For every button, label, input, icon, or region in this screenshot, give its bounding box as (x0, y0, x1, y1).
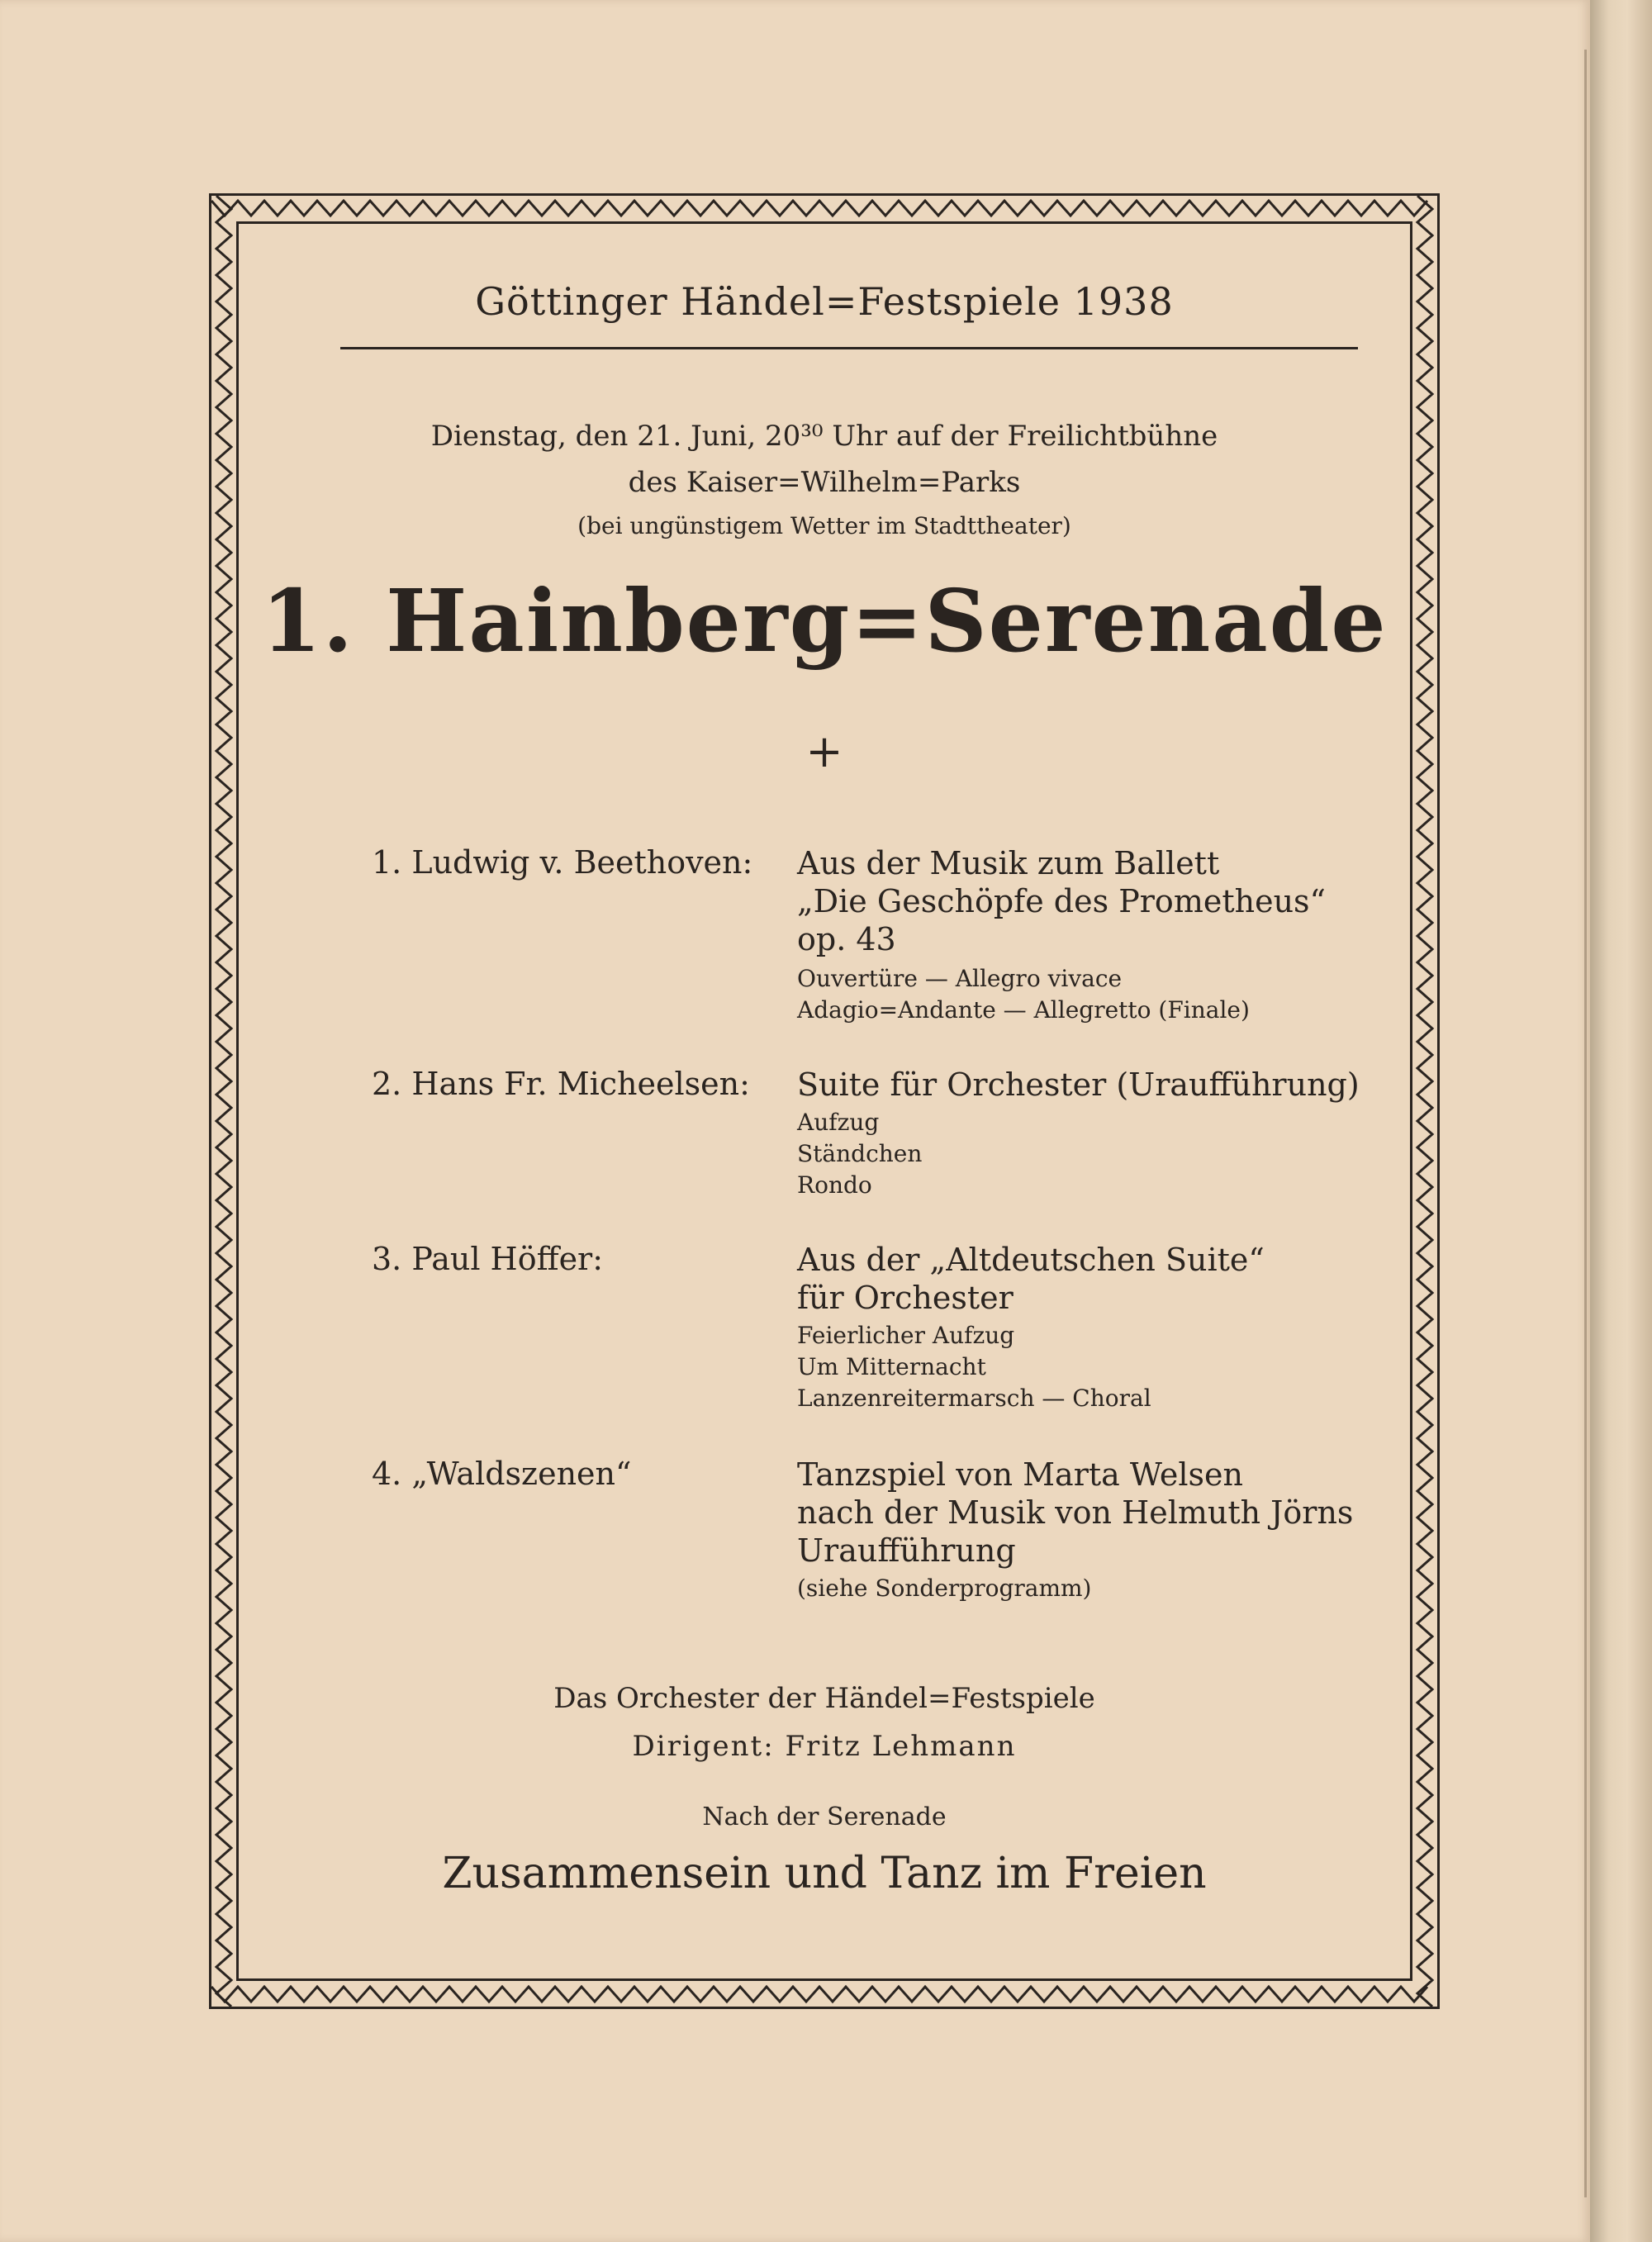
conductor-credit: Dirigent: Fritz Lehmann (632, 1730, 1017, 1763)
movement-line: Ouvertüre — Allegro vivace (797, 965, 1123, 992)
next-page-edge (1590, 0, 1652, 2242)
movement-line: (siehe Sonderprogramm) (797, 1575, 1092, 1602)
movement-line: Lanzenreitermarsch — Choral (797, 1385, 1151, 1412)
page-fold (1584, 50, 1587, 2197)
movement-line: Adagio=Andante — Allegretto (Finale) (797, 996, 1250, 1024)
movement-line: Rondo (797, 1171, 872, 1199)
after-serenade-note: Nach der Serenade (702, 1803, 947, 1831)
page-title: 1. Hainberg=Serenade (261, 570, 1388, 672)
program-item-4-work (797, 1456, 1353, 1604)
festival-header: Göttinger Händel=Festspiele 1938 (475, 279, 1174, 324)
movement-line: Um Mitternacht (797, 1353, 986, 1380)
work-line: Suite für Orchester (Uraufführung) (797, 1066, 1360, 1103)
program-item-1-composer: 1. Ludwig v. Beethoven: (372, 844, 753, 881)
movement-line: Aufzug (797, 1109, 880, 1136)
event-date-line: Dienstag, den 21. Juni, 20³⁰ Uhr auf der Freilichtbühne (430, 420, 1218, 453)
program-item-4-composer: 4. „Waldszenen“ (372, 1456, 632, 1492)
program-item-1-work (797, 844, 1326, 1026)
program-item-3-composer: 3. Paul Höffer: (372, 1241, 604, 1277)
zigzag-border-top (211, 196, 1437, 221)
work-line: Uraufführung (797, 1532, 1016, 1569)
zigzag-border-bottom (211, 1982, 1437, 2007)
program-item-2-composer: 2. Hans Fr. Micheelsen: (372, 1066, 750, 1102)
movement-line: Ständchen (797, 1140, 923, 1167)
work-line: „Die Geschöpfe des Prometheus“ (797, 883, 1326, 919)
work-line: für Orchester (797, 1280, 1014, 1316)
cross-ornament: + (805, 725, 843, 777)
work-line: nach der Musik von Helmuth Jörns (797, 1494, 1354, 1531)
work-line: op. 43 (797, 921, 896, 957)
orchestra-credit: Das Orchester der Händel=Festspiele (553, 1682, 1095, 1715)
work-line: Tanzspiel von Marta Welsen (797, 1456, 1243, 1493)
program-item-2-work (797, 1066, 1360, 1201)
zigzag-border-left (211, 196, 236, 2007)
movement-line: Feierlicher Aufzug (797, 1322, 1015, 1349)
closing-line: Zusammensein und Tanz im Freien (442, 1849, 1207, 1898)
header-rule (340, 347, 1358, 349)
work-line: Aus der Musik zum Ballett (797, 845, 1220, 881)
event-weather-note: (bei ungünstigem Wetter im Stadttheater) (577, 512, 1071, 539)
event-venue-line: des Kaiser=Wilhelm=Parks (628, 466, 1021, 499)
zigzag-border-right (1412, 196, 1437, 2007)
program-item-3-work (797, 1241, 1265, 1414)
work-line: Aus der „Altdeutschen Suite“ (797, 1242, 1265, 1278)
